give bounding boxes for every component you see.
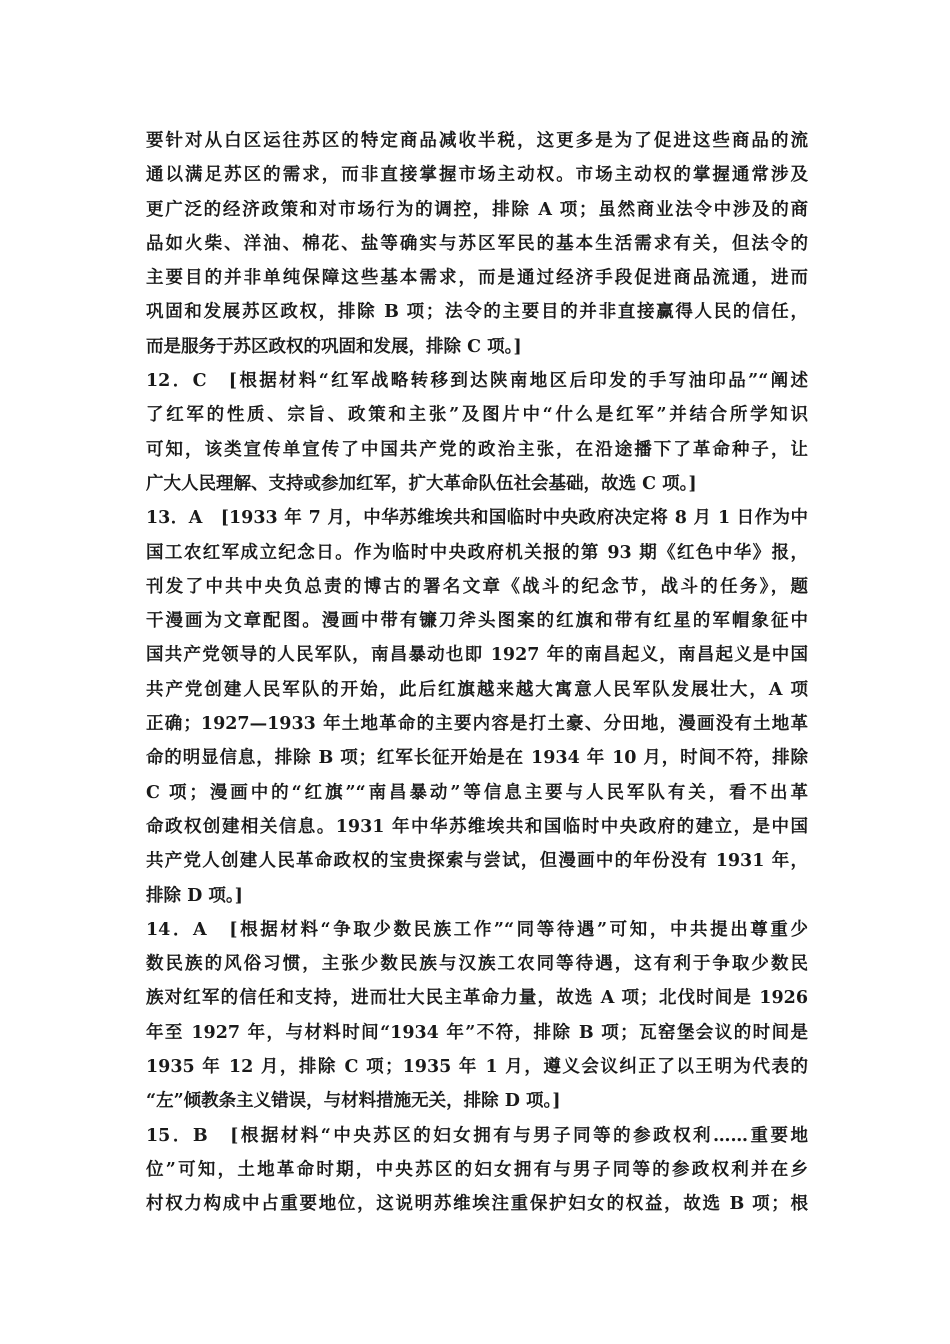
- text-line: 巩固和发展苏区政权，排除 B 项；法令的主要目的并非直接赢得人民的信任，: [146, 302, 808, 323]
- text-line: 位”可知，土地革命时期，中央苏区的妇女拥有与男子同等的参政权利并在乡: [146, 1159, 808, 1180]
- text-line: 正确；1927—1933 年土地革命的主要内容是打土豪、分田地，漫画没有土地革: [146, 714, 808, 735]
- answer-15-line: 15．B [根据材料“中央苏区的妇女拥有与男子同等的参政权利……重要地: [146, 1125, 808, 1146]
- text-line: 通以满足苏区的需求，而非直接掌握市场主动权。市场主动权的掌握通常涉及: [146, 165, 808, 186]
- text-line: C 项；漫画中的“红旗”“南昌暴动”等信息主要与人民军队有关，看不出革: [146, 782, 808, 803]
- text-line: 要针对从白区运往苏区的特定商品减收半税，这更多是为了促进这些商品的流: [146, 131, 808, 151]
- text-line: 数民族的风俗习惯，主张少数民族与汉族工农同等待遇，这有利于争取少数民: [146, 954, 808, 975]
- answer-14-line: 14．A [根据材料“争取少数民族工作”“同等待遇”可知，中共提出尊重少: [146, 919, 808, 940]
- answer-13-line: 13．A [1933 年 7 月，中华苏维埃共和国临时中央政府决定将 8 月 1 日作为中: [146, 508, 808, 529]
- text-line: 可知，该类宣传单宣传了中国共产党的政治主张，在沿途播下了革命种子，让: [146, 439, 808, 460]
- text-line: 国共产党领导的人民军队，南昌暴动也即 1927 年的南昌起义，南昌起义是中国: [146, 645, 808, 666]
- document-page: [146, 124, 808, 1222]
- text-line: “左”倾教条主义错误，与材料措施无关，排除 D 项。]: [146, 1091, 561, 1112]
- text-line: 命的明显信息，排除 B 项；红军长征开始是在 1934 年 10 月，时间不符，排除: [146, 748, 808, 769]
- text-line: 1935 年 12 月，排除 C 项；1935 年 1 月，遵义会议纠正了以王明为代表的: [146, 1057, 808, 1078]
- text-line: 年至 1927 年，与材料时间“1934 年”不符，排除 B 项；瓦窑堡会议的时间是: [146, 1022, 808, 1043]
- text-line: 族对红军的信任和支持，进而壮大民主革命力量，故选 A 项；北伐时间是 1926: [146, 988, 808, 1009]
- text-line: 而是服务于苏区政权的巩固和发展，排除 C 项。]: [146, 336, 522, 357]
- text-line: 共产党创建人民军队的开始，此后红旗越来越大寓意人民军队发展壮大，A 项: [146, 679, 808, 700]
- text-line: 更广泛的经济政策和对市场行为的调控，排除 A 项；虽然商业法令中涉及的商: [146, 199, 808, 220]
- text-line: 干漫画为文章配图。漫画中带有镰刀斧头图案的红旗和带有红星的军帽象征中: [146, 611, 808, 632]
- text-line: 品如火柴、洋油、棉花、盐等确实与苏区军民的基本生活需求有关，但法令的: [146, 233, 808, 254]
- answer-12-line: 12．C [根据材料“红军战略转移到达陕南地区后印发的手写油印品”“阐述: [146, 371, 808, 392]
- text-line: 刊发了中共中央负总责的博古的署名文章《战斗的纪念节，战斗的任务》，题: [146, 576, 808, 597]
- text-line: 共产党人创建人民革命政权的宝贵探索与尝试，但漫画中的年份没有 1931 年，: [146, 851, 808, 872]
- text-line: 了红军的性质、宗旨、政策和主张”及图片中“什么是红军”并结合所学知识: [146, 405, 808, 426]
- text-line: 排除 D 项。]: [146, 885, 243, 906]
- text-line: 主要目的并非单纯保障这些基本需求，而是通过经济手段促进商品流通，进而: [146, 268, 808, 289]
- text-line: 广大人民理解、支持或参加红军，扩大革命队伍社会基础，故选 C 项。]: [146, 473, 697, 494]
- text-line: 村权力构成中占重要地位，这说明苏维埃注重保护妇女的权益，故选 B 项；根: [146, 1194, 808, 1215]
- text-line: 国工农红军成立纪念日。作为临时中央政府机关报的第 93 期《红色中华》报，: [146, 542, 808, 563]
- text-line: 命政权创建相关信息。1931 年中华苏维埃共和国临时中央政府的建立，是中国: [146, 816, 808, 837]
